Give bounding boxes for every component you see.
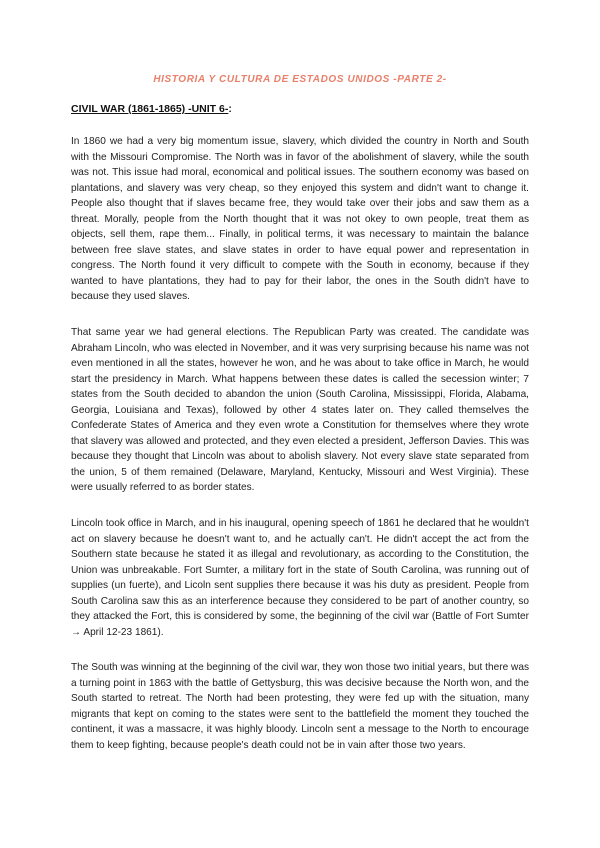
paragraph-fort-sumter: Lincoln took office in March, and in his inaugural, opening speech of 1861 he declared that he wouldn't act on slavery because he doesn't want to, and he actually can't. He didn't accept the act from the Southern state because he stated it as illegal and revolutionary, as according to the Constitution, the Union was unbreakable. Fort Sumter, a military fort in the state of South Carolina, was running out of supplies (un fuerte), and Licoln sent supplies there because it was his duty as president. People from South Carolina saw this as an interference because they considered to be part of another country, so they attacked the Fort, this is considered by some, the beginning of the civil war (Battle of Fort Sumter → April 12-23 1861). xyxy=(71,518,529,638)
section-heading-colon: : xyxy=(228,103,232,115)
paragraph-gettysburg: The South was winning at the beginning of the civil war, they won those two initial years, but there was a turning point in 1863 with the battle of Gettysburg, this was decisive because the North won, and the South started to retreat. The North had been protesting, they were fed up with the situation, many migrants that kept on coming to the states were sent to the battlefield the moment they touched the continent, it was a massacre, it was highly bloody. Lincoln sent a message to the North to encourage them to keep fighting, because people's death could not be in vain after those two years. xyxy=(71,662,529,751)
section-heading-text: CIVIL WAR (1861-1865) -UNIT 6- xyxy=(71,103,229,115)
section-heading xyxy=(71,103,232,115)
document-page xyxy=(71,0,529,848)
paragraph-elections-secession: That same year we had general elections. The Republican Party was created. The candidate was Abraham Lincoln, who was elected in November, and it was very surprising because his name was not even mentioned in all the states, however he won, and he was about to take office in March, he would start the presidency in March. What happens between these dates is called the secession winter; 7 states from the South decided to abandon the union (South Carolina, Mississippi, Florida, Alabama, Georgia, Louisiana and Texas), followed by other 4 states later on. They called themselves the Confederate States of America and they even wrote a Constitution for themselves where they wrote that slavery was allowed and protected, and they even elected a president, Jefferson Davies. This was because they thought that Lincoln was about to abolish slavery. Not every slave state separated from the union, 5 of them remained (Delaware, Maryland, Kentucky, Missouri and West Virginia). These were usually referred to as border states. xyxy=(71,327,529,494)
document-title: HISTORIA Y CULTURA DE ESTADOS UNIDOS -PARTE 2- xyxy=(153,74,447,85)
paragraph-slavery-issue: In 1860 we had a very big momentum issue, slavery, which divided the country in North and South with the Missouri Compromise. The North was in favor of the abolishment of slavery, while the south was not. This issue had moral, economical and political issues. The southern economy was based on plantations, and slavery was very cheap, so they enjoyed this system and didn't want to change it. People also thought that if slaves became free, they would take over their jobs and saw them as a threat. Morally, people from the North thought that it was not okey to own people, treat them as objects, sell them, rape them... Finally, in political terms, it was necessary to maintain the balance between free slave states, and slave states in order to have equal power and representation in congress. The North found it very difficult to compete with the South in economy, because if they wanted to have plantations, they had to pay for their labor, the ones in the South didn't have to because they used slaves. xyxy=(71,136,529,303)
